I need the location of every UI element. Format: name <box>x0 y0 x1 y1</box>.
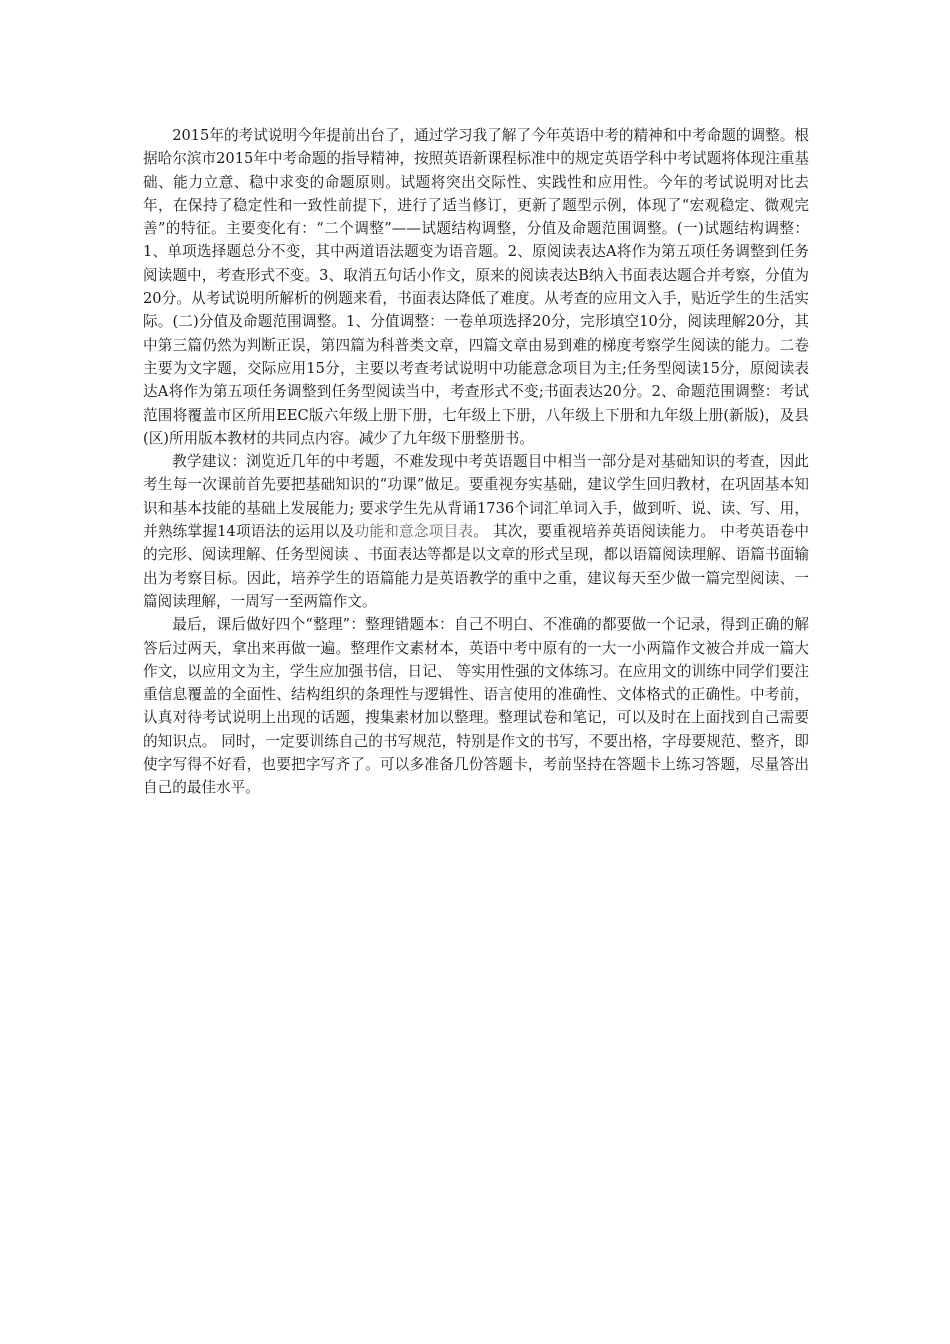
paragraph-teaching-advice-text-1: 教学建议：浏览近几年的中考题，不难发现中考英语题目中相当一部分是对基础知识的考查，因此考生每一次课前首先要把基础知识的“功课”做足。要重视夯实基础，建议学生回归教材，在巩固基本知识和基本技能的基础上发展能力; 要求学生先从背诵1736个词汇单词入手，做到听、说、读、写、用，并熟练掌握14项语法的运用以及 <box>143 453 809 541</box>
paragraph-four-organizations: 最后，课后做好四个“整理”：整理错题本：自己不明白、不准确的都要做一个记录，得到正确的解答后过两天，拿出来再做一遍。整理作文素材本，英语中考中原有的一大一小两篇作文被合并成一篇大作文，以应用文为主，学生应加强书信，日记、 等实用性强的文体练习。在应用文的训练中同学们要注重信息覆盖的全面性、结构组织的条理性与逻辑性、语言使用的准确性、文体格式的正确性。中考前，认真对待考试说明上出现的话题，搜集素材加以整理。整理试卷和笔记，可以及时在上面找到自己需要的知识点。 同时，一定要训练自己的书写规范，特别是作文的书写，不要出格，字母要规范、整齐，即使字写得不好看，也要把字写齐了。可以多准备几份答题卡，考前坚持在答题卡上练习答题，尽量答出自己的最佳水平。 <box>143 616 809 797</box>
function-notion-table-link[interactable]: 功能和意念项目表 <box>354 523 474 541</box>
paragraph-teaching-advice <box>143 450 809 613</box>
document-body <box>143 124 809 800</box>
paragraph-exam-changes: 2015年的考试说明今年提前出台了，通过学习我了解了今年英语中考的精神和中考命题的调整。根据哈尔滨市2015年中考命题的指导精神，按照英语新课程标准中的规定英语学科中考试题将体现注重基础、能力立意、稳中求变的命题原则。试题将突出交际性、实践性和应用性。今年的考试说明对比去年，在保持了稳定性和一致性前提下，进行了适当修订，更新了题型示例，体现了“宏观稳定、微观完善”的特征。主要变化有：“二个调整”——试题结构调整，分值及命题范围调整。(一)试题结构调整：1、单项选择题总分不变，其中两道语法题变为语音题。2、原阅读表达A将作为第五项任务调整到任务阅读题中，考查形式不变。3、取消五句话小作文，原来的阅读表达B纳入书面表达题合并考察，分值为20分。从考试说明所解析的例题来看，书面表达降低了难度。从考查的应用文入手，贴近学生的生活实际。(二)分值及命题范围调整。1、分值调整：一卷单项选择20分，完形填空10分，阅读理解20分，其中第三篇仍然为判断正误，第四篇为科普类文章，四篇文章由易到难的梯度考察学生阅读的能力。二卷主要为文字题，交际应用15分，主要以考查考试说明中功能意念项目为主;任务型阅读15分，原阅读表达A将作为第五项任务调整到任务型阅读当中，考查形式不变;书面表达20分。2、命题范围调整：考试范围将覆盖市区所用EEC版六年级上册下册，七年级上下册，八年级上下册和九年级上册(新版)，及县(区)所用版本教材的共同点内容。减少了九年级下册整册书。 <box>143 127 809 447</box>
paragraph-teaching-advice-text-2: 。 其次，要重视培养英语阅读能力。 中考英语卷中的完形、阅读理解、任务型阅读 、书面表达等都是以文章的形式呈现，都以语篇阅读理解、语篇书面输出为考察目标。因此，培养学生的语篇能力是英语教学的重中之重，建议每天至少做一篇完型阅读、一篇阅读理解，一周写一至两篇作文。 <box>143 523 809 610</box>
